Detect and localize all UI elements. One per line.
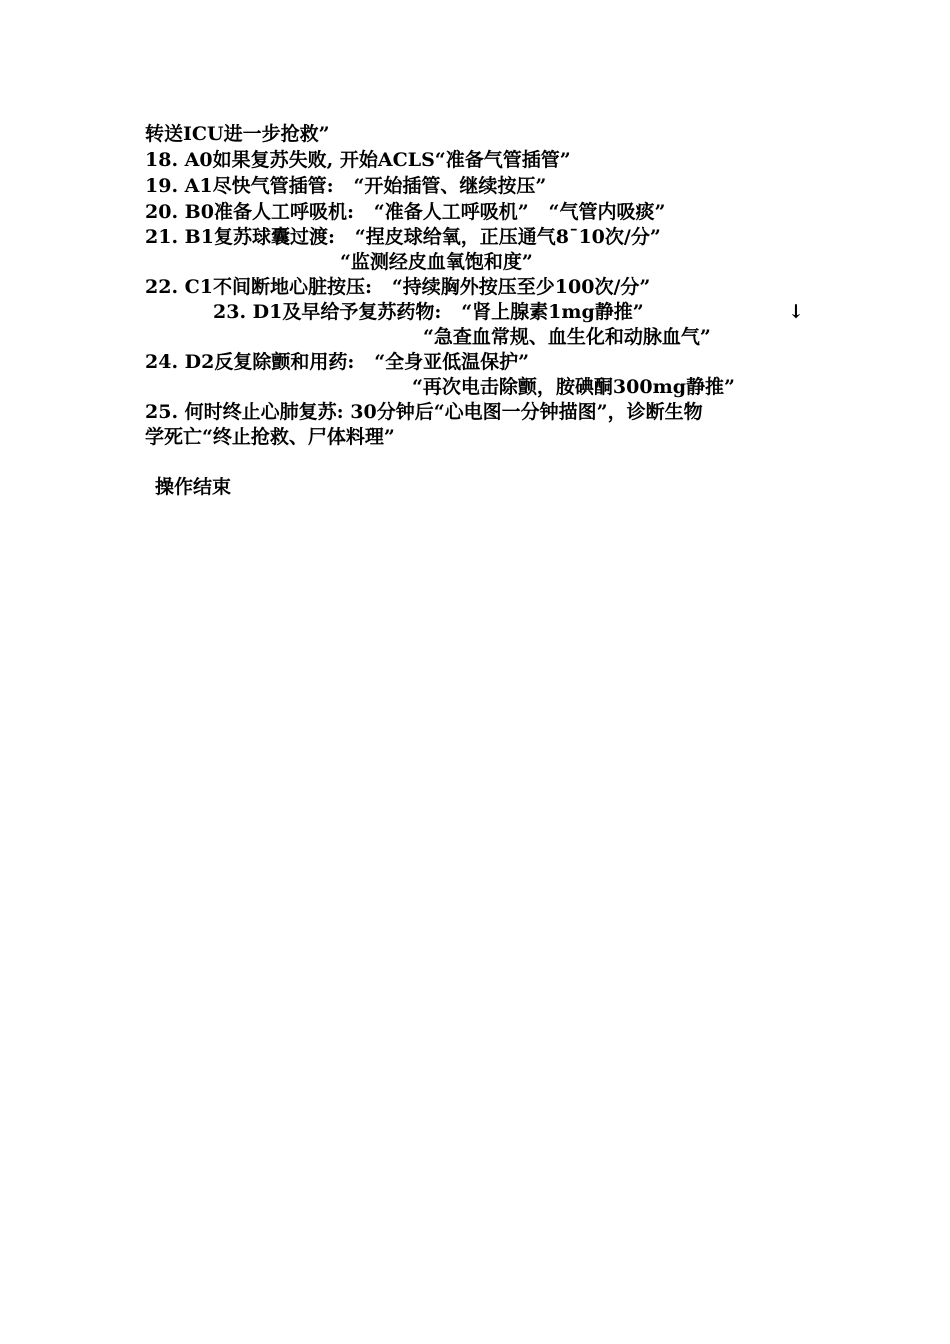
text-line-19: 19. A1尽快气管插管: “开始插管、继续按压”	[145, 175, 547, 197]
text-line-transfer-icu: 转送ICU进一步抢救”	[145, 123, 330, 145]
text-line-25-cont: 学死亡“终止抢救、尸体料理”	[145, 426, 395, 448]
text-line-21: 21. B1复苏球囊过渡: “捏皮球给氧，正压通气8¯10次/分”	[145, 226, 661, 248]
text-line-24-cont: “再次电击除颤，胺碘酮300mg静推”	[412, 376, 735, 398]
operation-end-text: 操作结束	[155, 476, 232, 498]
text-line-20: 20. B0准备人工呼吸机: “准备人工呼吸机” “气管内吸痰”	[145, 201, 666, 223]
text-line-25: 25. 何时终止心肺复苏: 30分钟后“心电图一分钟描图”，诊断生物	[145, 401, 703, 423]
text-line-22: 22. C1不间断地心脏按压: “持续胸外按压至少100次/分”	[145, 276, 651, 298]
text-line-23: 23. D1及早给予复苏药物: “肾上腺素1mg静推”	[213, 301, 644, 323]
text-line-18: 18. A0如果复苏失败, 开始ACLS“准备气管插管”	[145, 149, 571, 171]
text-line-21-cont: “监测经皮血氧饱和度”	[340, 251, 533, 273]
text-line-23-cont: “急查血常规、血生化和动脉血气”	[423, 326, 711, 348]
text-line-24: 24. D2反复除颤和用药: “全身亚低温保护”	[145, 351, 530, 373]
down-arrow-icon: ↓	[788, 301, 804, 323]
